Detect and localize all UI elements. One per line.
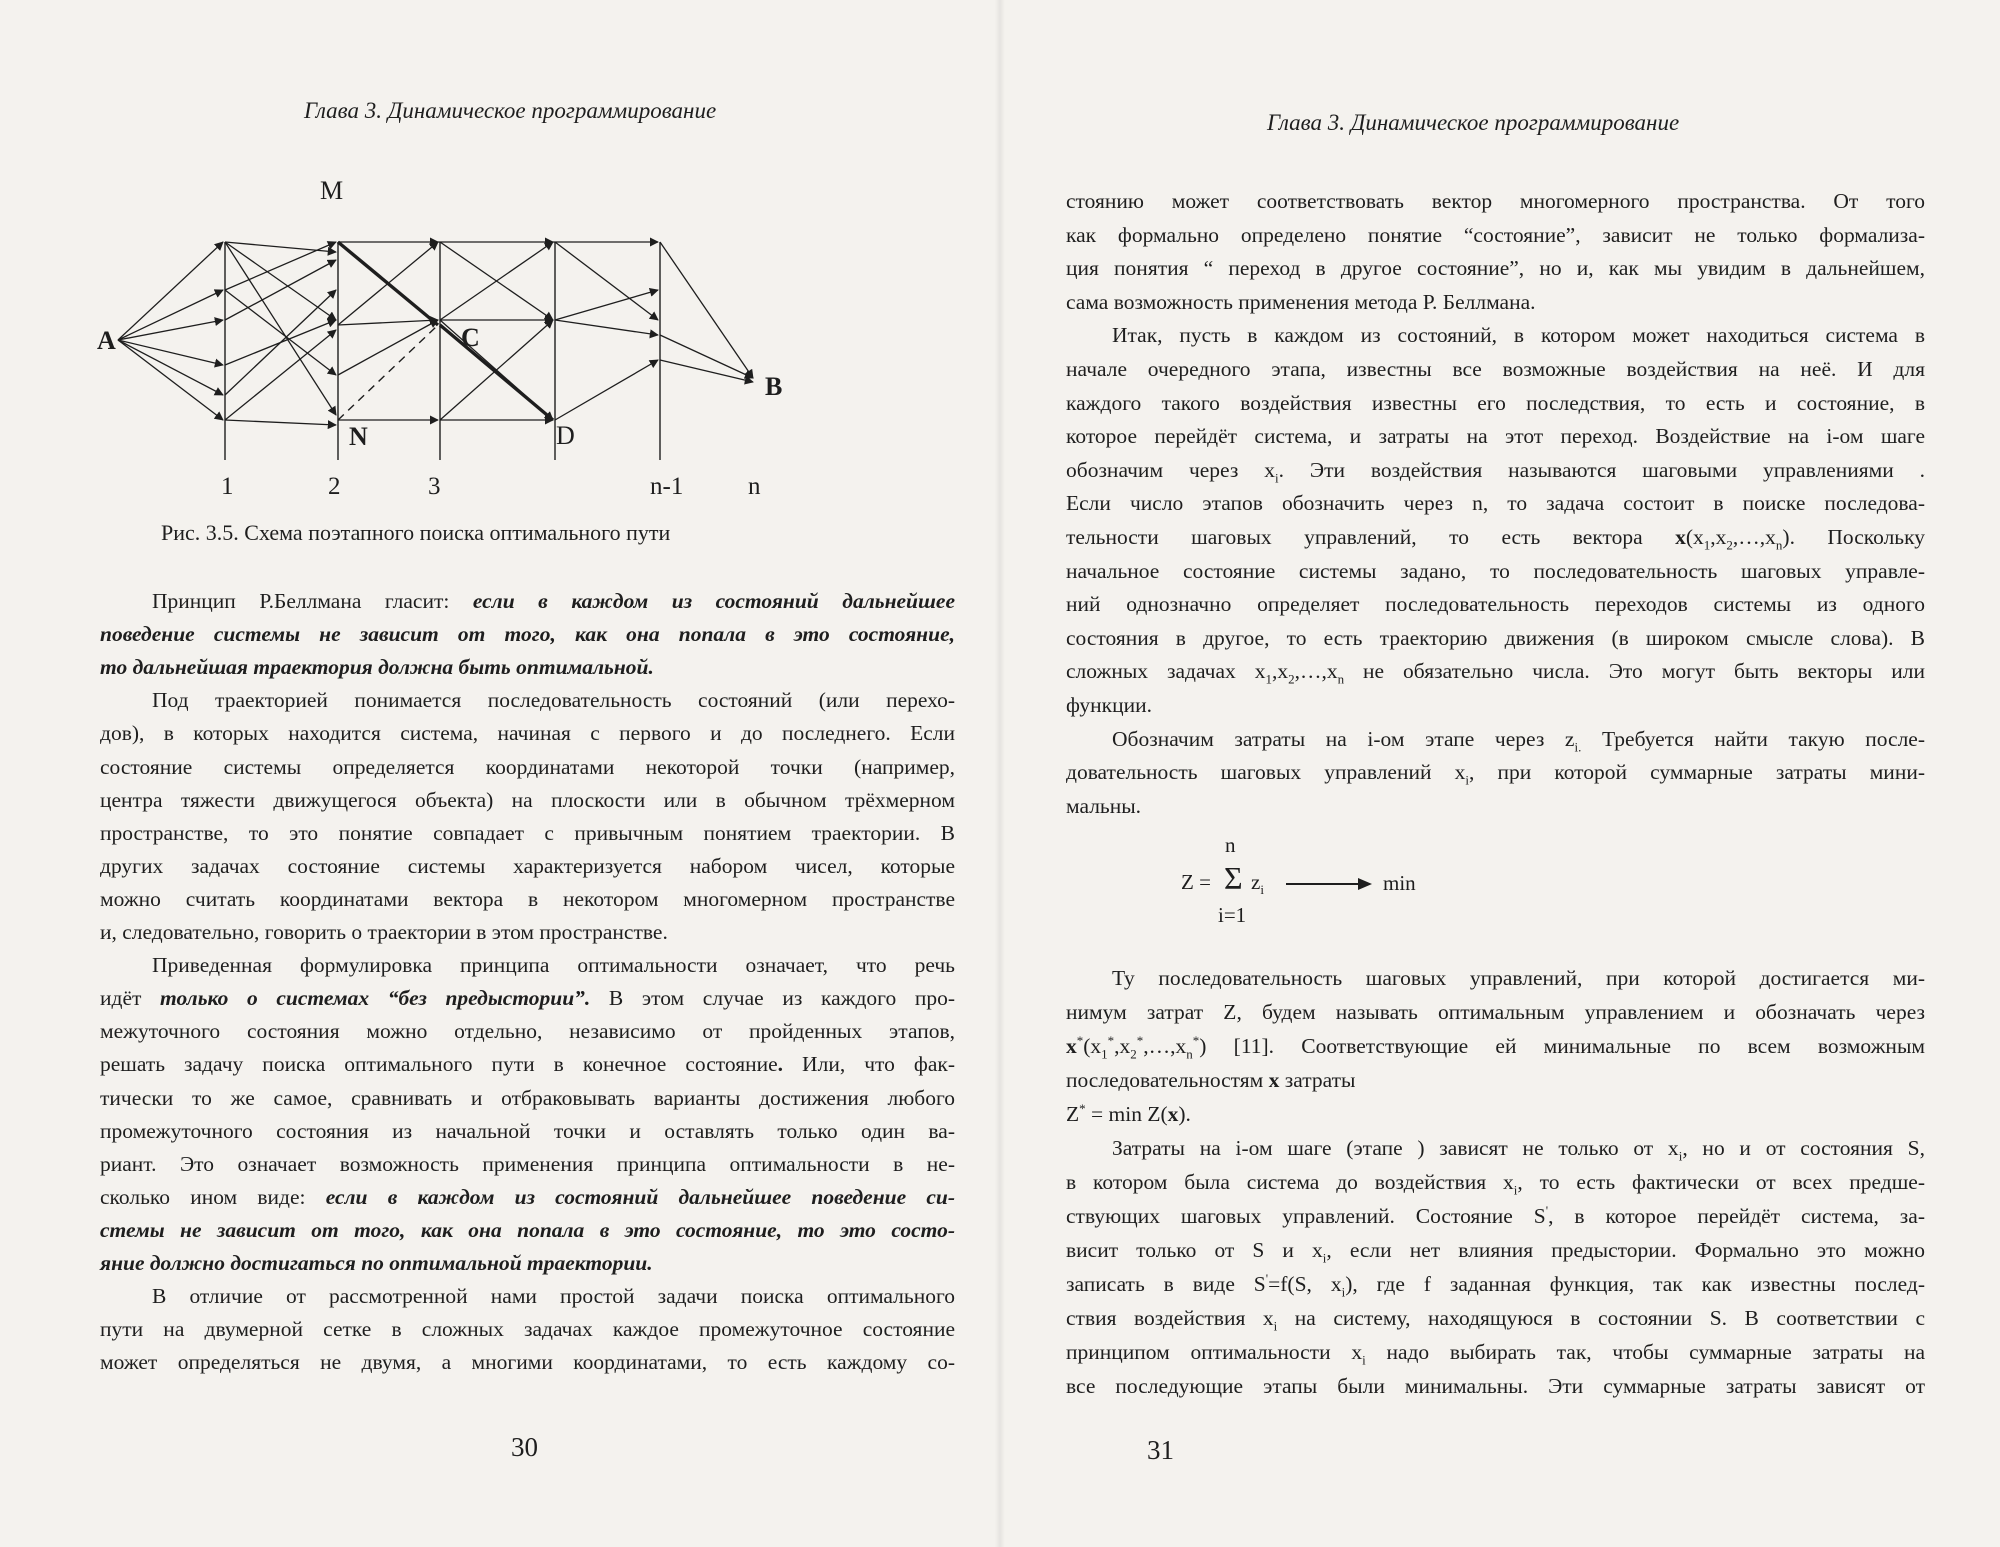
text-run: ствующих шаговых управлений. Состояние S <box>1066 1204 1546 1228</box>
text-run: i <box>1341 1284 1346 1300</box>
text-line <box>100 751 955 784</box>
node-label-B: B <box>765 372 783 401</box>
text-line <box>152 1280 955 1313</box>
text-line <box>1066 1302 1925 1335</box>
diagram-edges <box>118 242 753 425</box>
text-line <box>100 1082 955 1115</box>
formula-sigma: Σ <box>1224 860 1243 896</box>
text-line <box>100 817 955 850</box>
text-run: сама возможность применения метода Р. Беллмана. <box>1066 290 1536 314</box>
text-run: тически то же самое, сравнивать и отбраковывать варианты достижения <box>100 1086 888 1110</box>
text-run: n <box>1186 1046 1193 1062</box>
text-run: ' <box>1265 1270 1269 1286</box>
text-run: мальны. <box>1066 794 1142 818</box>
axis-label-n: n <box>748 473 761 500</box>
text-line <box>100 1115 955 1148</box>
text-run: в котором была система до воздействия x <box>1066 1170 1514 1194</box>
text-line <box>1066 996 1925 1029</box>
text-run: каждого такого воздействия известны его последствия, то есть и состояние, в <box>1066 391 1925 415</box>
text-line <box>100 982 955 1015</box>
text-run: стоянию может соответствовать вектор многомерного пространства. От того <box>1066 189 1925 213</box>
text-run: сложных задачах x <box>1066 659 1266 683</box>
node-label-C: C <box>461 323 480 352</box>
formula-result: min <box>1383 871 1416 895</box>
text-run: n <box>1337 671 1345 687</box>
text-line <box>100 1313 955 1346</box>
formula-term-z: z <box>1251 870 1261 894</box>
text-run: затраты <box>1279 1068 1356 1092</box>
text-line <box>1066 1166 1925 1199</box>
text-run: принципом оптимальности x <box>1066 1340 1363 1364</box>
text-run: не обязательно числа. Это могут быть векторы или <box>1344 659 1926 683</box>
text-run: i <box>1362 1352 1366 1368</box>
text-run: межуточного состояния <box>100 1019 367 1043</box>
dashed-edge-n-c <box>338 325 438 420</box>
text-run: . <box>777 1052 784 1076</box>
text-run: . Эти воздействия называются шаговыми управлениями . <box>1278 458 1925 482</box>
text-run: надо выбирать так, чтобы суммарные затраты на <box>1365 1340 1925 1364</box>
text-run: В отличие от рассмотренной нами простой задачи поиска оптимального <box>152 1284 955 1308</box>
text-run: i <box>1678 1148 1683 1164</box>
text-line <box>1066 454 1925 487</box>
text-run: Это означает возможность применения принципа оптимальности в не- <box>156 1152 955 1176</box>
text-run: Итак, пусть в каждом из состояний, в котором может находиться система в <box>1112 323 1925 347</box>
text-run: * <box>1079 1100 1086 1116</box>
text-run: ний однозначно определяет последовательность переходов системы из одного <box>1066 592 1925 616</box>
text-run: Приведенная формулировка принципа оптимальности означает, что речь <box>152 953 955 977</box>
axis-label-2: 2 <box>328 473 341 500</box>
text-line <box>1066 387 1925 420</box>
text-line <box>1066 655 1925 688</box>
text-run: x <box>1268 1068 1280 1092</box>
text-line <box>1112 962 1925 995</box>
text-run: Требуется найти такую после- <box>1581 727 1926 751</box>
text-line <box>1066 1336 1925 1369</box>
text-run: промежуточного состояния <box>100 1119 369 1143</box>
text-run: i <box>1513 1182 1518 1198</box>
text-run: оставлять только один ва- <box>664 1119 956 1143</box>
text-run: , но и от состояния S, <box>1682 1136 1925 1160</box>
text-line <box>100 618 955 651</box>
text-run: x <box>1167 1102 1179 1126</box>
text-run: и, следовательно, говорить о траектории в этом пространстве. <box>100 920 668 944</box>
text-run: i. <box>1574 739 1582 755</box>
text-line <box>100 1048 955 1081</box>
text-line <box>1066 252 1925 285</box>
text-run: ,…,x <box>1294 659 1338 683</box>
text-run: состояние системы определяется координатами некоторой точки (например, <box>100 755 955 779</box>
text-line <box>1066 487 1925 520</box>
text-run: нимум затрат Z, будем называть оптимальным управлением и обозначать через <box>1066 1000 1925 1024</box>
axis-label-n-1: n-1 <box>650 473 684 500</box>
text-run: ствия воздействия x <box>1066 1306 1274 1330</box>
text-line <box>100 651 654 684</box>
axis-label-3: 3 <box>428 473 441 500</box>
text-run: =f(S, x <box>1268 1272 1342 1296</box>
text-run: ), где f заданная функция, так как известны послед- <box>1345 1272 1925 1296</box>
text-run: тельности шаговых управлений, то есть вектора <box>1066 525 1676 549</box>
text-line <box>100 1214 955 1247</box>
formula-lhs: Z = <box>1181 870 1211 894</box>
text-run: решать задачу поиска оптимального пути в конечное состояние <box>100 1052 778 1076</box>
text-run: i <box>1275 470 1279 486</box>
text-run: может определяться не двумя, а многими координатами, то есть каждому со- <box>100 1350 955 1374</box>
text-run: ,x <box>1710 525 1727 549</box>
node-label-M: M <box>320 176 344 205</box>
node-label-A: A <box>97 326 116 355</box>
text-run: i <box>1465 772 1469 788</box>
text-line <box>152 684 955 717</box>
text-run: можно отдельно, независимо от пройденных этапов, <box>366 1019 955 1043</box>
text-run: Обозначим затраты на i-ом этапе через z <box>1112 727 1575 751</box>
text-run: все последующие этапы были минимальны. Эти суммарные затраты зависят от <box>1066 1374 1925 1398</box>
text-run: идёт <box>100 986 161 1010</box>
text-run: * <box>1136 1032 1144 1048</box>
node-label-D: D <box>556 421 575 450</box>
formula-upper-limit: n <box>1225 833 1236 857</box>
text-run: 2 <box>1288 671 1295 687</box>
text-run: * <box>1192 1032 1200 1048</box>
text-run: , <box>1326 1238 1350 1262</box>
text-line <box>1066 219 1925 252</box>
text-run: записать в виде S <box>1066 1272 1266 1296</box>
text-run: дов), в которых находится система, начиная с первого и до последнего. Если <box>100 721 955 745</box>
text-run: других задачах состояние системы характеризуется набором чисел, которые <box>100 854 955 878</box>
axis-label-1: 1 <box>221 473 234 500</box>
formula-lower-limit: i=1 <box>1218 903 1247 927</box>
text-run: , при которой суммарные затраты мини- <box>1468 760 1925 784</box>
text-run: ). Поскольку <box>1782 525 1926 549</box>
text-line <box>1066 1200 1925 1233</box>
text-run: поведение системы не зависит от того, как она попала в это состояние, <box>100 622 955 646</box>
text-run: обозначим через x <box>1066 458 1275 482</box>
text-run: Принцип Р.Беллмана гласит: <box>152 589 473 613</box>
text-run: ' <box>1545 1202 1549 1218</box>
right-page-number: 31 <box>1147 1435 1174 1465</box>
figure-caption: Рис. 3.5. Схема поэтапного поиска оптимального пути <box>161 520 671 545</box>
text-run: ,x <box>1271 659 1289 683</box>
text-run: можно считать координатами вектора в некотором многомерном пространстве <box>100 887 955 911</box>
text-run: как формально определено понятие “состояние”, зависит не только формализа- <box>1066 223 1925 247</box>
text-run: Или, что фак- <box>783 1052 956 1076</box>
optimal-path <box>338 242 553 420</box>
text-run: Формально это можно <box>1676 1238 1926 1262</box>
text-line <box>100 1181 955 1214</box>
text-run: которое перейдёт система, и затраты на этот переход. Воздействие на i-ом шаге <box>1066 424 1925 448</box>
text-run: сколько ином виде: <box>100 1185 326 1209</box>
text-run: состояния в другое, то есть траекторию движения (в широком смысле слова). В <box>1066 626 1925 650</box>
text-run: (x <box>1083 1034 1102 1058</box>
text-line <box>1112 1132 1925 1165</box>
text-run: Затраты на i-ом шаге (этапе ) зависят не только от x <box>1112 1136 1679 1160</box>
text-line <box>100 1346 955 1379</box>
formula-term-sub: i <box>1260 882 1264 898</box>
text-run: ,…,x <box>1732 525 1776 549</box>
text-line <box>1066 756 1925 789</box>
text-run: * <box>1076 1032 1084 1048</box>
text-run: i <box>1322 1250 1327 1266</box>
text-line <box>1066 588 1925 621</box>
right-page <box>1000 0 2000 1547</box>
text-run: начальное состояние системы задано, то последовательность шаговых управле- <box>1066 559 1925 583</box>
text-run: на систему, находящуюся в состоянии S. В соответствии с <box>1277 1306 1925 1330</box>
text-line <box>1112 319 1925 352</box>
text-run: ). <box>1178 1102 1191 1126</box>
text-run: x <box>1066 1034 1077 1058</box>
formula-term <box>1251 870 1264 898</box>
text-line <box>1066 185 1925 218</box>
text-line <box>100 784 955 817</box>
text-run: пространстве, то это понятие совпадает с привычным понятием траектории. В <box>100 821 955 845</box>
node-label-N: N <box>349 422 368 451</box>
text-line <box>152 585 955 618</box>
text-run: * <box>1107 1032 1115 1048</box>
text-run: ция понятия “ переход в другое состояние”, но и, как мы увидим в дальнейшем, <box>1066 256 1925 280</box>
text-line <box>1066 1268 1925 1301</box>
text-line <box>1112 723 1925 756</box>
text-run: 1 <box>1703 537 1711 553</box>
text-line <box>1066 1370 1925 1403</box>
text-run: яние должно достигаться по оптимальной траектории. <box>100 1251 653 1275</box>
text-line <box>100 1148 955 1181</box>
text-line <box>100 717 955 750</box>
text-line <box>1066 622 1925 655</box>
text-line <box>1066 689 1152 722</box>
formula-arrow <box>1284 876 1374 892</box>
text-run: любого <box>887 1086 955 1110</box>
text-run: 1 <box>1101 1046 1108 1062</box>
text-line <box>100 883 955 916</box>
text-run: если нет влияния предыстории. <box>1349 1238 1677 1262</box>
text-run: 2 <box>1726 537 1733 553</box>
text-run: x <box>1675 525 1686 549</box>
text-run: , в которое перейдёт система, за- <box>1548 1204 1926 1228</box>
text-run: n <box>1775 537 1783 553</box>
text-run: Если число этапов обозначить через n, то задача состоит в поиске последова- <box>1066 491 1925 515</box>
text-run: Под траекторией понимается последовательность состояний (или перехо- <box>152 688 955 712</box>
text-run: функции. <box>1066 693 1152 717</box>
text-run: Z <box>1066 1102 1080 1126</box>
text-line <box>1066 1098 1191 1131</box>
text-line <box>1066 286 1536 319</box>
text-run: стемы не зависит от того, как она попала в это состояние, то это состо- <box>100 1218 955 1242</box>
text-run: если в каждом из состояний дальнейшее <box>472 589 955 613</box>
left-page-header: Глава 3. Динамическое программирование <box>304 98 717 123</box>
text-line <box>1066 1064 1356 1097</box>
text-run: довательность шаговых управлений x <box>1066 760 1466 784</box>
text-run: пути на двумерной сетке в сложных задачах каждое промежуточное состояние <box>100 1317 955 1341</box>
text-run: то дальнейшая траектория должна быть оптимальной. <box>100 655 654 679</box>
text-run: (x <box>1685 525 1704 549</box>
text-line <box>1066 420 1925 453</box>
text-line <box>152 949 955 982</box>
text-line <box>1066 790 1141 823</box>
text-run: риант. <box>100 1152 157 1176</box>
right-page-header: Глава 3. Динамическое программирование <box>1267 110 1680 135</box>
text-line <box>1066 555 1925 588</box>
text-run: центра тяжести движущегося объекта) на плоскости или в обычном трёхмерном <box>100 788 955 812</box>
text-line <box>100 1015 955 1048</box>
text-run: начале очередного этапа, известны все возможные воздействия на неё. И для <box>1066 357 1925 381</box>
text-line <box>100 850 955 883</box>
text-run: висит только от S и x <box>1066 1238 1323 1262</box>
text-run: только о системах “без предыстории”. <box>160 986 591 1010</box>
text-line <box>100 916 668 949</box>
text-line <box>1066 353 1925 386</box>
text-run: ) [11]. Соответствующие ей минимальные по всем возможным <box>1199 1034 1925 1058</box>
text-run: если в каждом из состояний дальнейшее поведение си- <box>325 1185 956 1209</box>
text-run: 2 <box>1130 1046 1137 1062</box>
text-run: ,…,x <box>1143 1034 1187 1058</box>
text-run: , то есть фактически от всех предше- <box>1517 1170 1925 1194</box>
left-page-number: 30 <box>511 1432 538 1462</box>
text-run: из начальной точки и <box>368 1119 665 1143</box>
text-run: последовательностям <box>1066 1068 1269 1092</box>
text-line <box>100 1247 653 1280</box>
stage-lines <box>225 242 660 460</box>
text-run: В этом случае из каждого про- <box>590 986 955 1010</box>
text-run: i <box>1273 1318 1278 1334</box>
text-run: Ту последовательность шаговых управлений, при которой достигается ми- <box>1112 966 1925 990</box>
text-run: 1 <box>1265 671 1272 687</box>
text-run: ,x <box>1114 1034 1131 1058</box>
text-line <box>1066 521 1925 554</box>
text-run: = min Z( <box>1085 1102 1168 1126</box>
text-line <box>1066 1030 1925 1063</box>
text-line <box>1066 1234 1925 1267</box>
